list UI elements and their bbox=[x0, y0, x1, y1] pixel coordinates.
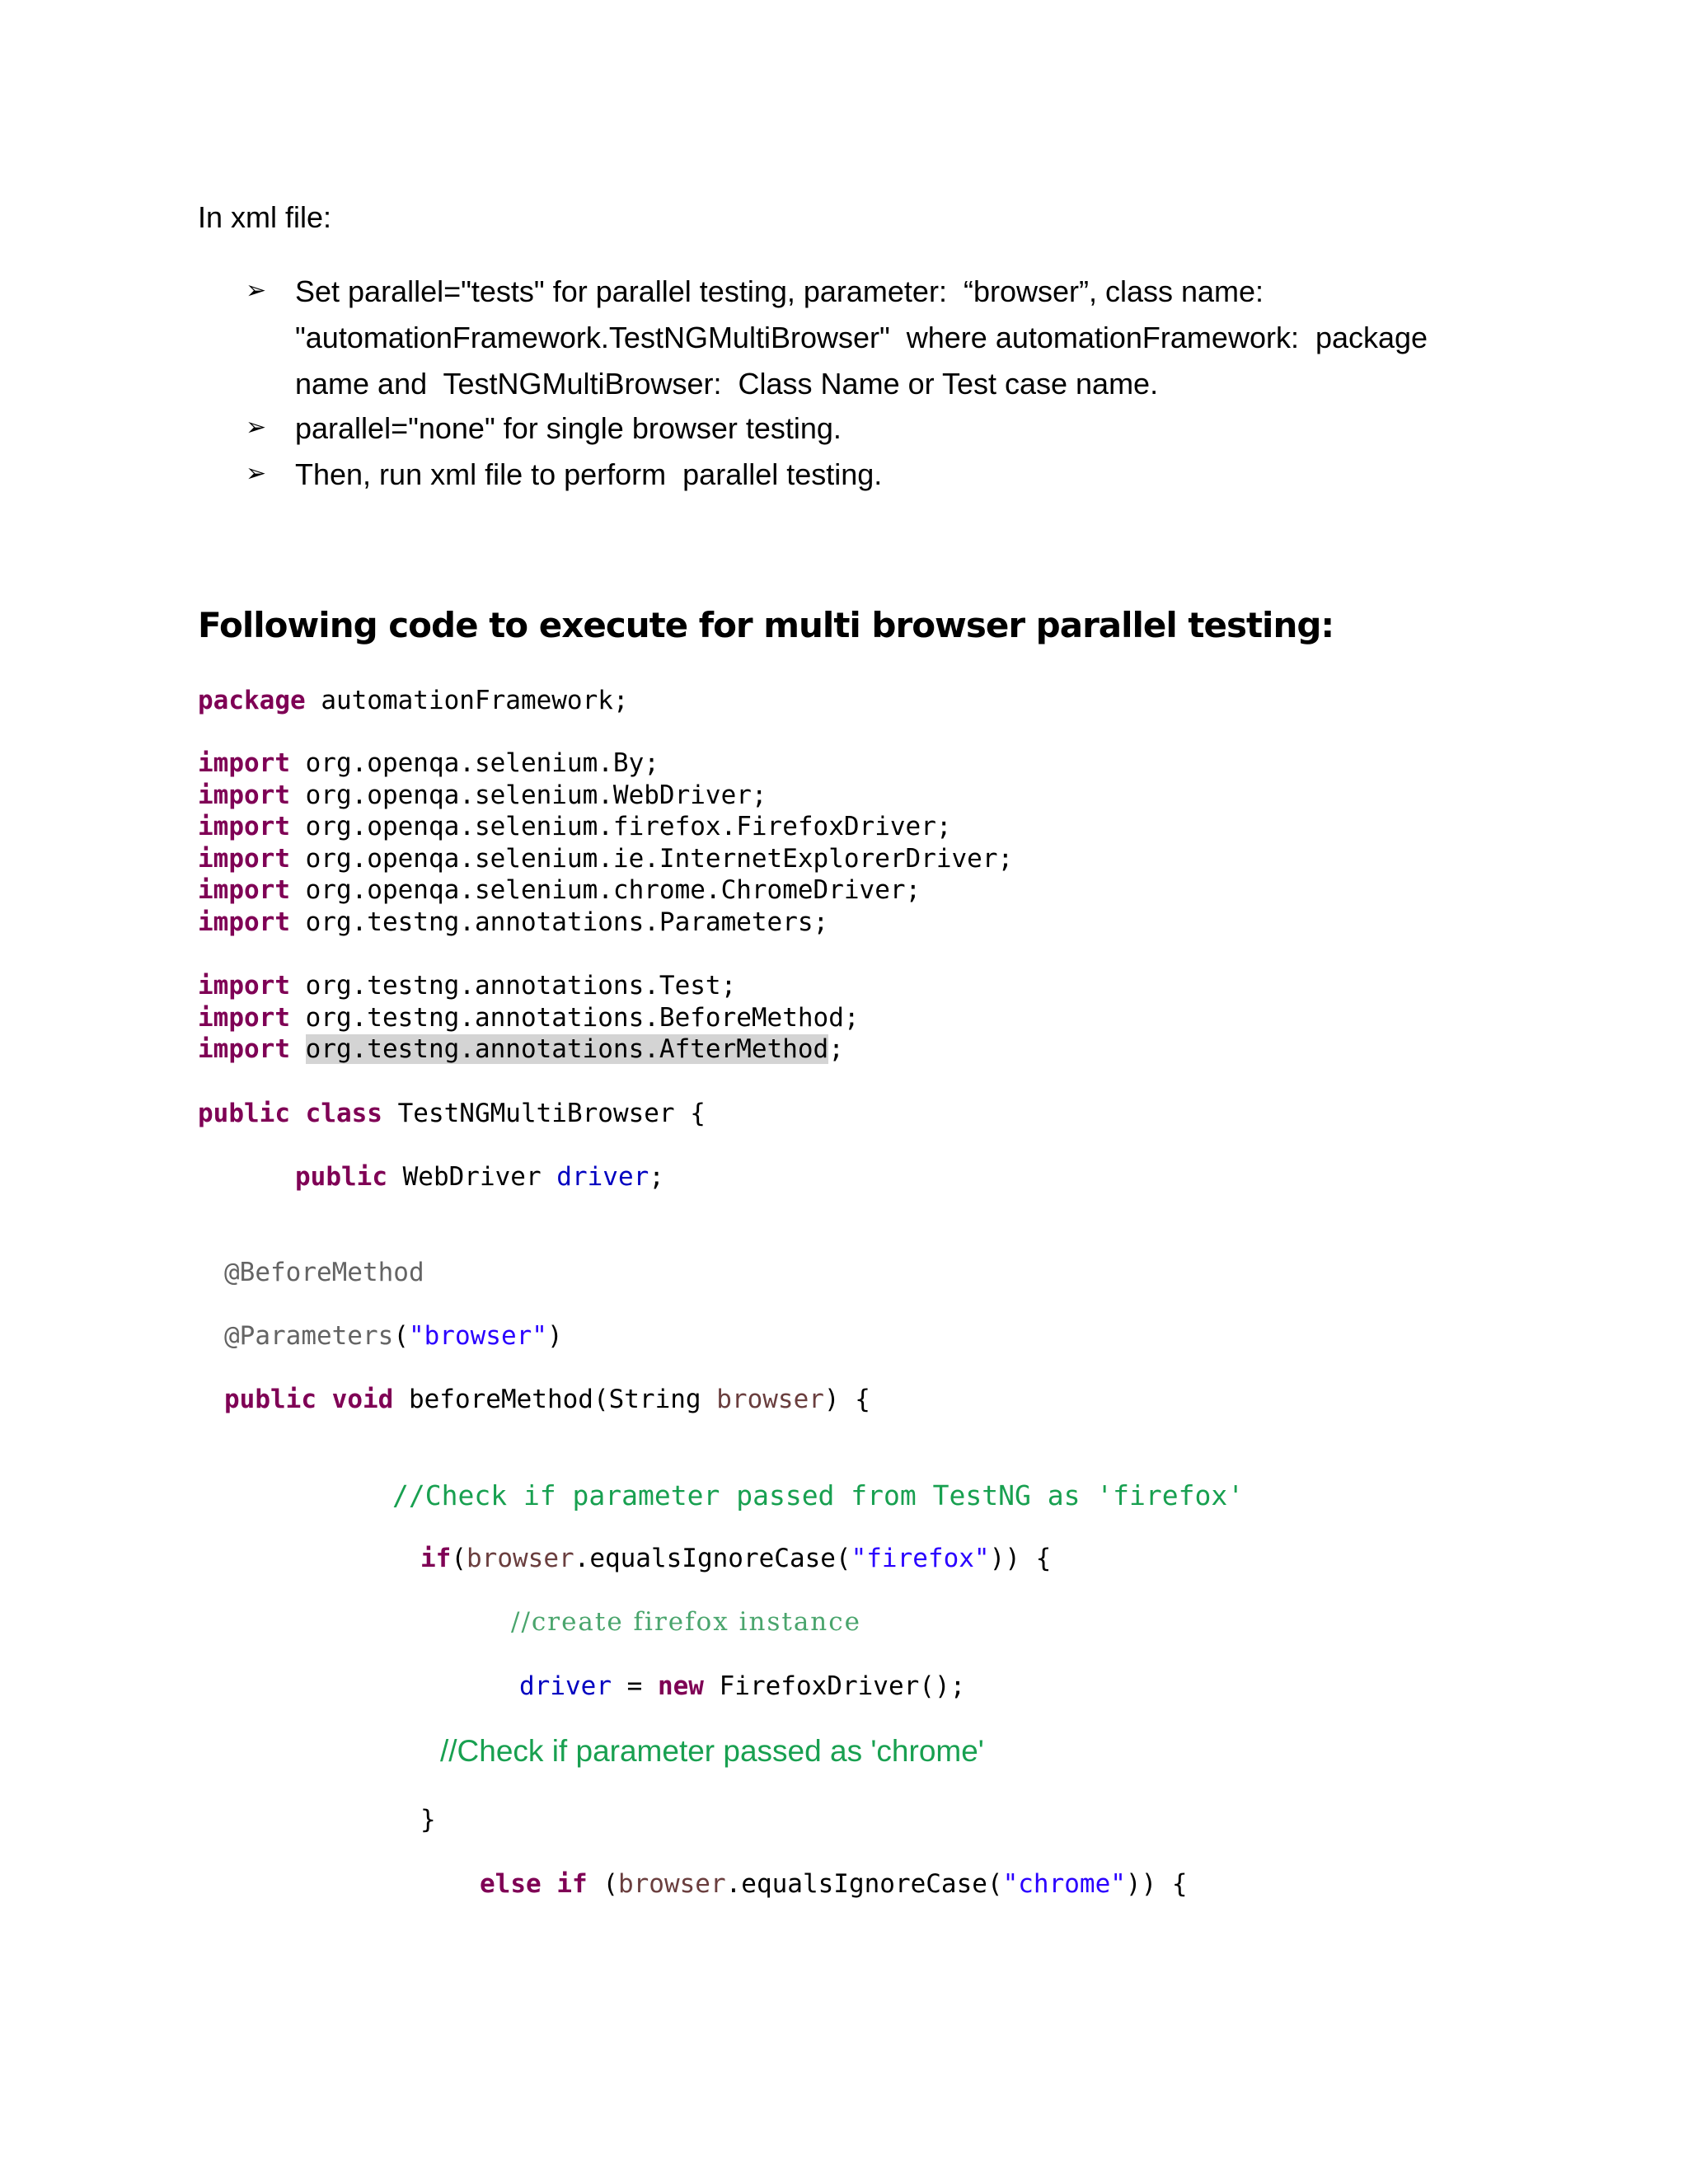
method-end: ) { bbox=[823, 1385, 870, 1414]
keyword-public: public bbox=[295, 1162, 387, 1192]
code-line-else-if bbox=[480, 1869, 1188, 1900]
keyword-import: import bbox=[198, 875, 290, 905]
comment-check-firefox: //Check if parameter passed from TestNG as 'firefox' bbox=[392, 1479, 1245, 1511]
bullet-arrow-icon: ➢ bbox=[246, 413, 267, 442]
annotation-parameters: @Parameters bbox=[224, 1321, 394, 1351]
keyword-if: if bbox=[420, 1544, 452, 1573]
import-path: org.openqa.selenium.chrome.ChromeDriver; bbox=[289, 875, 921, 905]
constructor-call: FirefoxDriver(); bbox=[703, 1671, 966, 1701]
intro-text: In xml file: bbox=[198, 200, 332, 234]
else-end: )) { bbox=[1125, 1869, 1188, 1899]
string-firefox: "firefox" bbox=[851, 1544, 990, 1573]
code-line-field bbox=[295, 1162, 664, 1193]
field-type: WebDriver bbox=[387, 1162, 557, 1192]
assign-operator: = bbox=[611, 1671, 658, 1701]
annotation-before-method: @BeforeMethod bbox=[224, 1258, 424, 1287]
closing-brace: } bbox=[420, 1805, 436, 1835]
if-end: )) { bbox=[989, 1544, 1052, 1573]
paren-close: ) bbox=[546, 1321, 563, 1351]
keyword-import: import bbox=[198, 748, 290, 778]
comment-create-firefox: //create firefox instance bbox=[511, 1607, 861, 1637]
field-driver: driver bbox=[556, 1162, 649, 1192]
code-line-parameters bbox=[224, 1321, 563, 1352]
import-path: org.openqa.selenium.WebDriver; bbox=[289, 780, 767, 810]
import-path: org.openqa.selenium.By; bbox=[289, 748, 659, 778]
code-line-import bbox=[198, 971, 736, 1001]
keyword-void: void bbox=[331, 1385, 394, 1414]
bullet-3: Then, run xml file to perform parallel testing. bbox=[295, 457, 883, 491]
bullet-arrow-icon: ➢ bbox=[246, 276, 267, 305]
code-line-import bbox=[198, 748, 659, 779]
import-path: org.openqa.selenium.firefox.FirefoxDriver; bbox=[289, 812, 952, 841]
keyword-import: import bbox=[198, 812, 290, 841]
paren-open: ( bbox=[587, 1869, 618, 1899]
method-call: .equalsIgnoreCase( bbox=[574, 1544, 851, 1573]
keyword-public: public bbox=[224, 1385, 316, 1414]
class-name: TestNGMultiBrowser { bbox=[382, 1099, 706, 1128]
keyword-import: import bbox=[198, 907, 290, 937]
keyword-import: import bbox=[198, 1034, 290, 1064]
keyword-import: import bbox=[198, 780, 290, 810]
keyword-class: class bbox=[305, 1099, 382, 1128]
method-signature: beforeMethod(String bbox=[393, 1385, 717, 1414]
code-line-package bbox=[198, 686, 629, 716]
var-browser: browser bbox=[467, 1544, 574, 1573]
string-chrome: "chrome" bbox=[1002, 1869, 1126, 1899]
highlighted-import-path: org.testng.annotations.AfterMethod bbox=[305, 1034, 829, 1064]
field-end: ; bbox=[649, 1162, 664, 1192]
keyword-package: package bbox=[198, 686, 306, 715]
code-line-class-decl bbox=[198, 1099, 706, 1129]
comment-check-chrome: //Check if parameter passed as 'chrome' bbox=[440, 1734, 984, 1768]
var-browser: browser bbox=[617, 1869, 726, 1899]
var-driver: driver bbox=[519, 1671, 612, 1701]
string-browser: "browser" bbox=[408, 1321, 547, 1351]
import-path: org.testng.annotations.Test; bbox=[289, 971, 737, 1001]
bullet-1-line-2: "automationFramework.TestNGMultiBrowser" where automationFramework: package bbox=[295, 321, 1428, 354]
bullet-1-line-1: Set parallel="tests" for parallel testing, parameter: “browser”, class name: bbox=[295, 274, 1264, 308]
paren-open: ( bbox=[393, 1321, 409, 1351]
keyword-public: public bbox=[198, 1099, 290, 1128]
bullet-1-line-3: name and TestNGMultiBrowser: Class Name or Test case name. bbox=[295, 367, 1159, 401]
code-line-import bbox=[198, 812, 952, 842]
code-line-import bbox=[198, 1003, 860, 1033]
package-name: automationFramework; bbox=[305, 686, 629, 715]
import-semicolon: ; bbox=[828, 1034, 844, 1064]
code-line-import bbox=[198, 907, 828, 938]
keyword-import: import bbox=[198, 971, 290, 1001]
import-path: org.testng.annotations.Parameters; bbox=[289, 907, 829, 937]
keyword-new: new bbox=[657, 1671, 704, 1701]
bullet-arrow-icon: ➢ bbox=[246, 459, 267, 488]
keyword-import: import bbox=[198, 1003, 290, 1033]
method-call: .equalsIgnoreCase( bbox=[725, 1869, 1003, 1899]
keyword-else-if: else if bbox=[480, 1869, 588, 1899]
code-line-if bbox=[420, 1544, 1051, 1574]
bullet-2: parallel="none" for single browser testing. bbox=[295, 411, 842, 445]
code-line-import bbox=[198, 780, 767, 811]
code-line-import bbox=[198, 844, 1013, 874]
code-line-import bbox=[198, 875, 921, 906]
code-line-assign bbox=[519, 1671, 965, 1702]
import-path: org.testng.annotations.BeforeMethod; bbox=[289, 1003, 860, 1033]
section-heading: Following code to execute for multi browser parallel testing: bbox=[198, 605, 1334, 645]
keyword-import: import bbox=[198, 844, 290, 874]
code-line-import bbox=[198, 1034, 844, 1065]
code-line-method-sig bbox=[224, 1385, 870, 1415]
method-param: browser bbox=[716, 1385, 824, 1414]
import-path: org.openqa.selenium.ie.InternetExplorerDriver; bbox=[289, 844, 1014, 874]
paren-open: ( bbox=[451, 1544, 467, 1573]
